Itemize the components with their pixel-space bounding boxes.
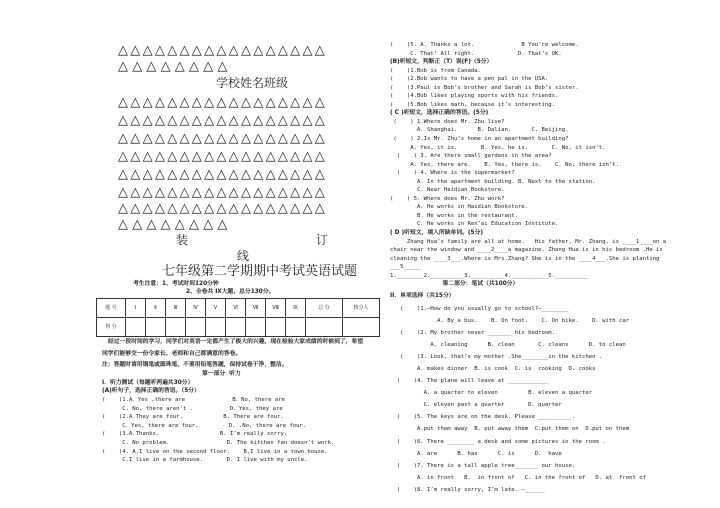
score-header: Ⅳ xyxy=(186,299,206,318)
score-cell[interactable] xyxy=(343,318,380,337)
score-table xyxy=(96,298,380,337)
question-line: C. eleven past a quarter D. quarter xyxy=(390,402,562,409)
triangle-row: △△△△△△△△ xyxy=(118,217,232,232)
question-line: ( )5.Bob likes math, because it’s interesting. xyxy=(390,101,556,108)
question-line: ___5_____ xyxy=(390,264,421,271)
question-line: C. He works in Ren’ai Education Institute. xyxy=(390,221,559,228)
question-line: C．Yes, there are four. D. .No, there are four. xyxy=(102,422,307,429)
question-line: ( )2.Bob wants to have a pen pal in the USA. xyxy=(390,76,549,83)
question-line: C.I live in a farmhouse. D. I live with my uncle. xyxy=(102,457,308,464)
question-line: ( )4. A.I live on the second floor. B.I live in a town house. xyxy=(102,448,328,455)
score-cell[interactable] xyxy=(206,318,226,337)
question-line: C. No, there aren’t . D．Yes, they are xyxy=(102,405,283,412)
question-line: A. a quarter to eleven B. eleven a quarter xyxy=(390,390,593,397)
score-cell[interactable] xyxy=(286,318,306,337)
left-questions xyxy=(102,396,334,465)
question-line: ( )4.Bob likes playing sports with his friends. xyxy=(390,93,559,100)
question-line: ( )5. The keys are on the desk. Please __________. xyxy=(390,414,576,421)
question-line: A. Shanghai. B. Dalian. C. Beijing. xyxy=(390,127,569,134)
score-header: Ⅲ xyxy=(166,299,186,318)
question-line: A. in front B. in front of C. in the front of D. at front of xyxy=(390,474,646,481)
question-line: ( )1.Bob is from Canada. xyxy=(390,67,481,74)
score-header: Ⅰ xyxy=(126,299,146,318)
triangle-row: △△△△△△△△△△△△△△△△△ xyxy=(118,167,328,182)
score-header: 核分人 xyxy=(343,299,380,318)
triangle-row: △△△△△△△△△△△△△△△△△ xyxy=(118,43,328,58)
part-1-heading: 第一部分 听力 xyxy=(202,371,241,377)
question-line: ( )6. There ________ a desk and some pictures in the room . xyxy=(390,438,606,445)
question-line: Zhang Hua’s family are all at home. His father, Mr. Zhang, is ____1____on a xyxy=(390,238,667,245)
triangle-row: △△△△△△△△△△△△△△△△△ xyxy=(118,201,328,216)
question-line: A. makes dinner B. is cook C. is cooking D. cooks xyxy=(390,365,596,372)
question-line: ( )3.Paul is Bob’s brother and Sarah is Bob’s sister. xyxy=(390,84,579,91)
question-line: A. By a bus. B. On foot. C. On bike. D. with car xyxy=(390,317,630,324)
question-line: A.put them away B. put away them C.put them on D.put on them xyxy=(390,426,630,433)
seal-line-ding: 订 xyxy=(316,233,329,247)
note-2: 2、全卷共 Ⅸ大题，总分130分。 xyxy=(186,289,275,295)
question-line: chair near the window and ____2____a magazine. Zhang Hua is in his bedroom .He is xyxy=(390,247,663,254)
question-line: C. No problem. D. The kitchen fan doesn’t work. xyxy=(102,439,335,446)
score-cell[interactable] xyxy=(126,318,146,337)
row-label: 题 号 xyxy=(97,299,126,318)
section-1-heading: I．听力测试（每题听两遍共30分） xyxy=(102,380,194,386)
question-line: ( )3. Look, that’s my mother .She________in the kitchen . xyxy=(390,353,603,360)
score-cell[interactable] xyxy=(306,318,343,337)
question-line: ( )3.A.Thanks. B. I’m really sorry. xyxy=(102,431,288,438)
section-heading: II．单项选择（共15分） xyxy=(390,293,455,300)
exam-title: 七年级第二学期期中考试英语试题 xyxy=(162,264,358,279)
row-label: 得 分 xyxy=(97,318,126,337)
question-line: cleaning the ____3___.Where is Mrs.Zhang? She is in the ____4___.She is planting xyxy=(390,255,660,262)
question-line: ( )4. The plane will leave at ____________ xyxy=(390,378,549,385)
question-line: ( ) 4. Where is the supermarket? xyxy=(390,170,515,177)
question-line: A. Yes, there are. B. Yes, there is. C. No, there isn’t. xyxy=(390,161,620,168)
seal-line-xian: 线 xyxy=(237,249,250,263)
question-line: A. In the apartment building. B. Next to the station. xyxy=(390,178,596,185)
question-line: ( )5. A. Thanks a lot. B You’re welcome. xyxy=(390,42,579,48)
question-line: A. are B. has C. is D. have xyxy=(390,450,562,457)
score-cell[interactable] xyxy=(146,318,166,337)
intro-line-2: 同学们能够交一份令家长、老师和自己都满意的答卷。 xyxy=(102,351,242,357)
question-line: ( )8. I’m really sorry, I’m late. —______ xyxy=(390,486,545,493)
section-heading: ( D )听短文，填入所缺单词。(5分) xyxy=(390,230,484,237)
school-name-class-label: 学校姓名班级 xyxy=(216,76,289,90)
question-line: ( ) 5. Where does Mr. Zhu work? xyxy=(390,195,505,202)
score-header: Ⅶ xyxy=(246,299,266,318)
score-header: Ⅴ xyxy=(206,299,226,318)
triangle-row: △△△△△△△△△△△△△△△△△ xyxy=(118,131,328,146)
question-line: ( ) 2.Is Mr. Zhu’s home in an apartment building? xyxy=(390,136,569,143)
question-line: A. cleaning B. clean C. cleans D. to clean xyxy=(390,341,626,348)
note-1: 考生注意：1、考试时间120分钟 xyxy=(133,281,219,287)
intro-line-3: 注：答题时请用钢笔或圆珠笔，不要用铅笔答题，保持试卷干净，整洁。 xyxy=(102,362,288,368)
section-heading: ( C )听短文，选择正确的答语。(5分) xyxy=(390,110,489,117)
question-line: ( ) 1.Where does Mr. Zhu live? xyxy=(390,118,505,125)
question-line: ( )1.A．Yes ,there are B．No, there are xyxy=(102,397,285,403)
section-heading: 第二部分：笔试（共100分） xyxy=(390,281,519,288)
question-line: ( )1.—How do you usually go to school?—________ xyxy=(390,305,569,312)
score-cell[interactable] xyxy=(226,318,246,337)
score-header: 总 分 xyxy=(306,299,343,318)
triangle-row: △△△△△△△△△△△△△△△△△ xyxy=(118,149,328,164)
triangle-row: △△△△△△△△△△△△△△△△△ xyxy=(118,113,328,128)
score-cell[interactable] xyxy=(166,318,186,337)
score-cell[interactable] xyxy=(266,318,286,337)
score-header: Ⅵ xyxy=(226,299,246,318)
question-line: ( )7. There is a tall apple tree_______ our house. xyxy=(390,462,576,469)
intro-line-1: 经过一段时间的学习，同学们对英语一定都产生了极大的兴趣，现在检验大家成绩的时候到了，希望 xyxy=(108,339,364,345)
question-line: A. He works in Haidian Bookstore. xyxy=(390,204,529,211)
question-line: ( ) 3. Are there small gardens in the area? xyxy=(390,153,552,160)
triangle-row: △△△△△△△△△△△△△△△△△ xyxy=(118,185,328,200)
question-line: C. Near Haidian Bookstore. xyxy=(390,187,505,194)
score-header: Ⅷ xyxy=(266,299,286,318)
question-line: B. He works in the restaurant. xyxy=(390,212,518,219)
section-heading: (B)听短文，判断正（T）误(F)（5分） xyxy=(390,59,493,66)
right-questions xyxy=(390,41,666,498)
question-line: A. Yes, it is. B. Yes, he is. C. No, it isn’t. xyxy=(390,144,606,151)
score-cell[interactable] xyxy=(186,318,206,337)
question-line: C. That’ All right. D. That’s OK. xyxy=(390,50,562,57)
score-cell[interactable] xyxy=(246,318,266,337)
question-line: ( )2. My brother never _______ his bedroom. xyxy=(390,329,556,336)
question-line: 1.________2.__________3.__________4.___________5.__________ xyxy=(390,272,589,279)
triangle-row: △△△△△△△△ xyxy=(118,59,232,74)
score-header: Ⅸ xyxy=(286,299,306,318)
score-header: Ⅱ xyxy=(146,299,166,318)
question-line: ( )2.A.They are four. B. There are four. xyxy=(102,414,284,421)
section-a-heading: (A)听句子，选择正确的答语。（5分） xyxy=(102,388,200,394)
triangle-row: △△△△△△△△△△△△△△△△△ xyxy=(118,95,328,110)
seal-line-zhuang: 装 xyxy=(176,233,189,247)
